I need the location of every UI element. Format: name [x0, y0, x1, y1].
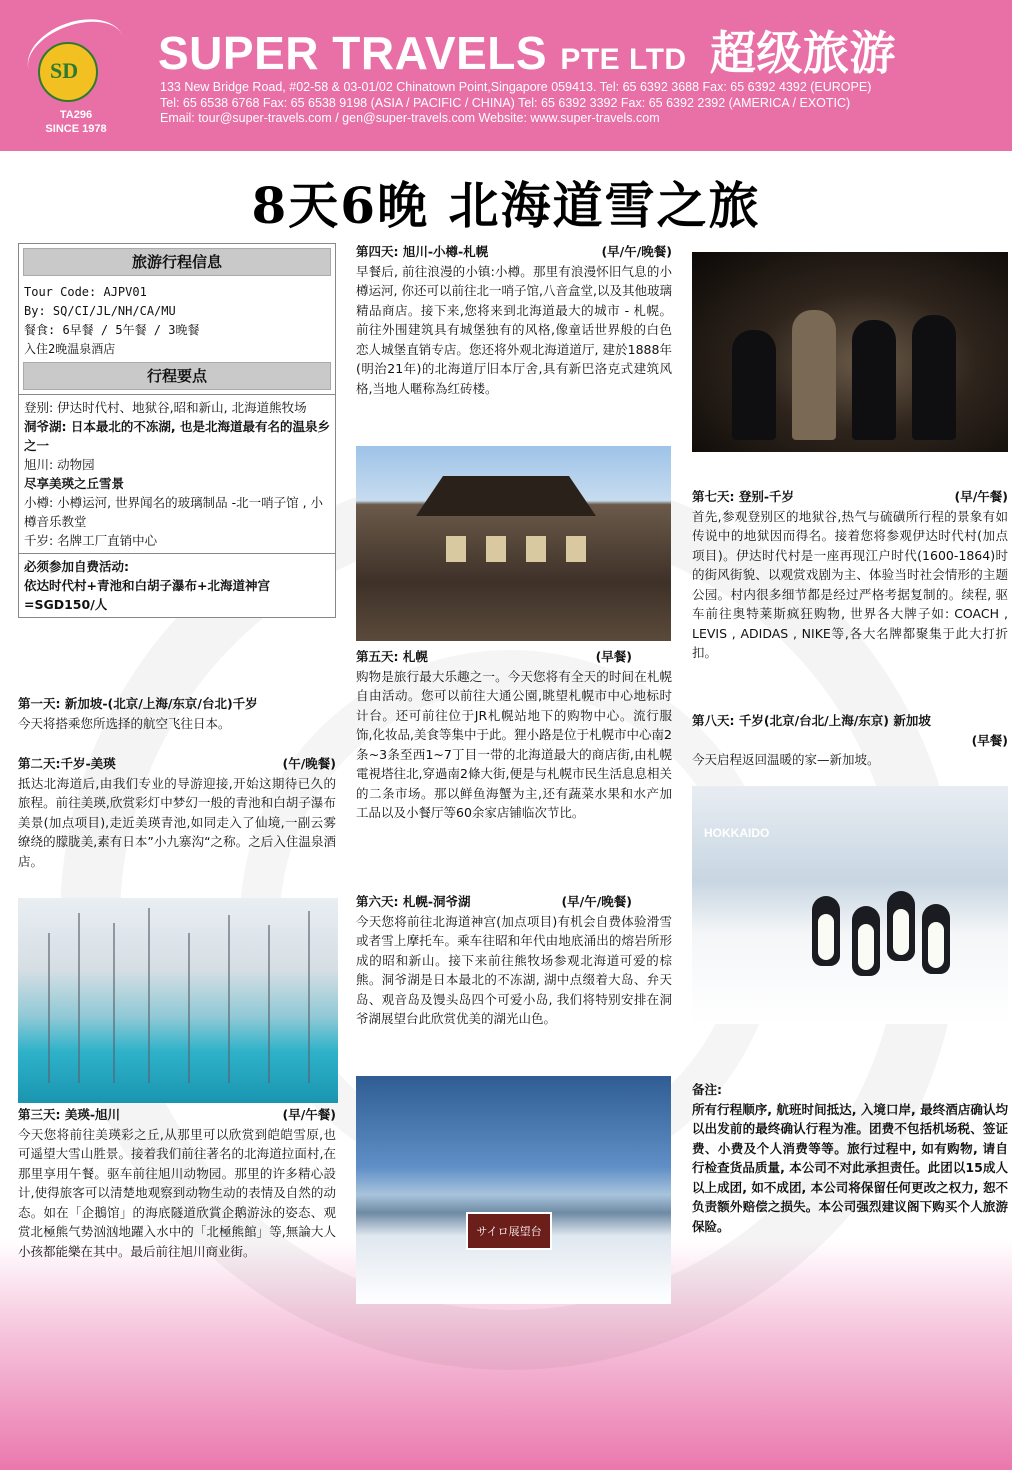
remarks-text: 所有行程顺序, 航班时间抵达, 入境口岸, 最终酒店确认均以出发前的最终确认行程为准。团费不包括机场税、签证费、小费及个人消费等等。旅行过程中, 如有购物, 请自行检查货品质量, 本公司不对此承担责任。此团以15成人以上成团, 如不成团, 本公司将保留任何更改之权力, 恕不负责额外赔偿之损失。本公司强烈建议阁下购买个人旅游保险。 — [692, 1101, 1008, 1234]
highlight-item: 小樽: 小樽运河, 世界闻名的玻璃制品 -北一哨子馆 , 小樽音乐教堂 — [24, 495, 324, 529]
day-text: 抵达北海道后,由我们专业的导游迎接,开始这期待已久的旅程。前往美瑛,欣赏彩灯中梦幻一般的青池和白胡子瀑布美景(加点项目),走近美瑛青池,如同走入了仙境,一副云雾缭绕的朦胧美,素有日本”小九寨沟“之称。之后入住温泉酒店。 — [18, 775, 336, 869]
day-title — [18, 754, 336, 774]
optional-activities — [19, 553, 335, 617]
day-title-text: 第二天:千岁-美瑛 — [18, 756, 116, 771]
day-meals: (早/午餐) — [282, 1107, 336, 1122]
day-title — [356, 892, 672, 912]
day-5 — [356, 647, 672, 823]
since-year: SINCE 1978 — [45, 123, 107, 135]
day-3 — [18, 1105, 336, 1261]
day-text: 购物是旅行最大乐趣之一。今天您将有全天的时间在札幌自由活动。您可以前往大通公園,眺望札幌市中心地标时计台。还可前往位于JR札幌站地下的购物中心。流行服饰,化妆品,美食等集中于此。狸小路是位于札幌市中心南2条~3条至西1~7丁目一带的北海道最大的商店街,由札幌電視塔往北,穿過南2條大街,便是与札幌市民生活息息相关的二条市场。那以鲜鱼海蟹为主,还有蔬菜水果和水产加工品以及小餐厅等60余家店铺临次节比。 — [356, 668, 672, 820]
highlight-item: 尽享美瑛之丘雪景 — [24, 476, 125, 491]
remarks — [692, 1080, 1008, 1236]
day-7 — [692, 487, 1008, 663]
brand-suffix: PTE LTD — [560, 43, 687, 76]
day-meals: (早/午/晚餐) — [561, 894, 632, 909]
day-title-text: 第五天: 札幌 — [356, 649, 428, 664]
observatory-sign — [466, 1212, 552, 1250]
day-title-text: 第三天: 美瑛-旭川 — [18, 1107, 121, 1122]
phone-line: Tel: 65 6538 6768 Fax: 65 6538 9198 (ASIA / PACIFIC / CHINA) Tel: 65 6392 3392 Fax: 65 6392 2392 (AMERICA / EXOTIC) — [160, 95, 851, 110]
tour-code: Tour Code: AJPV01 — [24, 285, 147, 299]
contact-info — [160, 80, 871, 127]
day-title — [356, 242, 672, 262]
day-title — [692, 487, 1008, 507]
white-lover-castle-photo — [356, 446, 671, 641]
day-meals: (早/午餐) — [954, 489, 1008, 504]
header-banner — [0, 0, 1012, 151]
day-title — [356, 647, 672, 667]
meals-summary: 餐食: 6早餐 / 5午餐 / 3晚餐 — [24, 323, 200, 337]
day-text: 今天启程返回温暖的家—新加坡。 — [692, 752, 880, 767]
blue-pond-photo — [18, 898, 338, 1103]
remarks-heading: 备注: — [692, 1082, 722, 1097]
optional-heading: 必须参加自费活动: — [24, 559, 129, 574]
license-number: TA296 — [59, 109, 93, 121]
day-text: 今天将搭乘您所选择的航空飞往日本。 — [18, 715, 231, 731]
day-meals: (早/午/晚餐) — [601, 244, 672, 259]
company-logo — [18, 12, 136, 147]
hotel-summary: 入住2晚温泉酒店 — [24, 342, 116, 356]
sign-text: サイロ展望台 — [476, 1225, 542, 1238]
day-text: 今天您将前往美瑛彩之丘,从那里可以欣赏到皑皑雪原,也可遥望大雪山胜景。接着我们前往著名的北海道拉面村,在那里享用午餐。驱车前往旭川动物园。那里的许多精心設计,使得旅客可以清楚地观察到动物生动的表情及自然的动态。如在「企鵝馆」的海底隧道欣賞企鹅游泳的姿态、观赏北極熊气势汹汹地躍入水中的「北極熊館」等,無論大人小孩都能樂在其中。最后前往旭川商业街。 — [18, 1126, 336, 1259]
lake-toya-photo — [356, 1076, 671, 1304]
page-title: 8天6晚 北海道雪之旅 — [251, 176, 761, 235]
day-1 — [18, 694, 336, 733]
highlight-item: 登别: 伊达时代村、地狱谷,昭和新山, 北海道熊牧场 — [24, 400, 307, 415]
info-heading: 旅游行程信息 — [23, 248, 331, 276]
email-line: Email: tour@super-travels.com / gen@super-travels.com Website: www.super-travels.com — [160, 111, 660, 125]
highlight-item: 洞爷湖: 日本最北的不冻湖, 也是北海道最有名的温泉乡之一 — [24, 419, 330, 453]
day-title-text: 第四天: 旭川-小樽-札幌 — [356, 244, 489, 259]
highlights-list — [19, 394, 335, 553]
brand-name — [158, 28, 896, 85]
penguin-walk-photo — [692, 786, 1008, 1024]
day-meals: (午/晚餐) — [282, 756, 336, 771]
photo-caption: HOKKAIDO — [704, 826, 770, 840]
day-meals: (早餐) — [595, 649, 632, 664]
day-4 — [356, 242, 672, 398]
highlights-heading: 行程要点 — [23, 362, 331, 390]
day-text: 今天您将前往北海道神宫(加点项目)有机会自费体验滑雪或者雪上摩托车。乘车往昭和年代由地底涌出的熔岩所形成的昭和新山。接下来前往熊牧场参观北海道可爱的棕熊。洞爷湖是日本最北的不冻湖, 湖中点缀着大岛、弁天岛、观音岛及馒头岛四个可爱小岛, 我们将特别安排在洞爷湖展望台此欣赏优美的湖光山色。 — [356, 913, 672, 1026]
ninja-show-photo — [692, 252, 1008, 452]
optional-text: 依达时代村+青池和白胡子瀑布+北海道神宫=SGD150/人 — [24, 578, 270, 612]
day-title — [18, 694, 336, 714]
day-title — [18, 1105, 336, 1125]
day-title-text: 第六天: 札幌-洞爷湖 — [356, 894, 471, 909]
logo-globe-icon — [38, 42, 98, 102]
day-title-text: 第一天: 新加坡-(北京/上海/东京/台北)千岁 — [18, 696, 258, 711]
brand-main: SUPER TRAVELS — [158, 27, 548, 79]
logo-caption — [36, 108, 116, 136]
tour-details — [19, 280, 335, 362]
day-text: 早餐后, 前往浪漫的小镇:小樽。那里有浪漫怀旧气息的小樽运河, 你还可以前往北一哨子馆,八音盒堂,以及其他玻璃精品商店。接下来,您将来到北海道最大的城市 - 札幌。前往外围建筑具有城堡独有的风格,像童话世界般的白色恋人城堡直销专店。您还将外观北海道道厅, 建於1888年(明治21年)的北海道厅旧本厅舍,具有新巴洛克式建筑风格,当地人暱称為红砖楼。 — [356, 263, 672, 396]
day-title-text: 第七天: 登别-千岁 — [692, 489, 795, 504]
address-line: 133 New Bridge Road, #02-58 & 03-01/02 Chinatown Point,Singapore 059413. Tel: 65 6392 3688 Fax: 65 6392 4392 (EUROPE) — [160, 80, 872, 94]
highlight-item: 旭川: 动物园 — [24, 457, 95, 472]
day-text: 首先,参观登别区的地狱谷,热气与硫磺所行程的景象有如传说中的地狱因而得名。接着您将参观伊达时代村(加点项目)。伊达时代村是一座再现江户时代(1600-1864)时的街风街貌、以观赏戏剧为主、体验当时社会情形的主题公园。村内很多细节都是经过严格考据复制的。续程, 驱车前往奥特莱斯疯狂购物, 世界各大牌子如: COACH , LEVIS , ADIDAS , NIKE等,各大名牌都聚集于此大打折扣。 — [692, 508, 1008, 660]
day-meals: (早餐) — [971, 732, 1008, 748]
highlight-item: 千岁: 名牌工厂直销中心 — [24, 533, 158, 548]
brand-chinese: 超级旅游 — [709, 27, 896, 79]
day-8 — [692, 711, 1008, 770]
day-6 — [356, 892, 672, 1029]
tour-info-box — [18, 243, 336, 618]
day-2 — [18, 754, 336, 871]
airlines: By: SQ/CI/JL/NH/CA/MU — [24, 304, 176, 318]
day-title-text: 第八天: 千岁(北京/台北/上海/东京) 新加坡 — [692, 713, 931, 728]
